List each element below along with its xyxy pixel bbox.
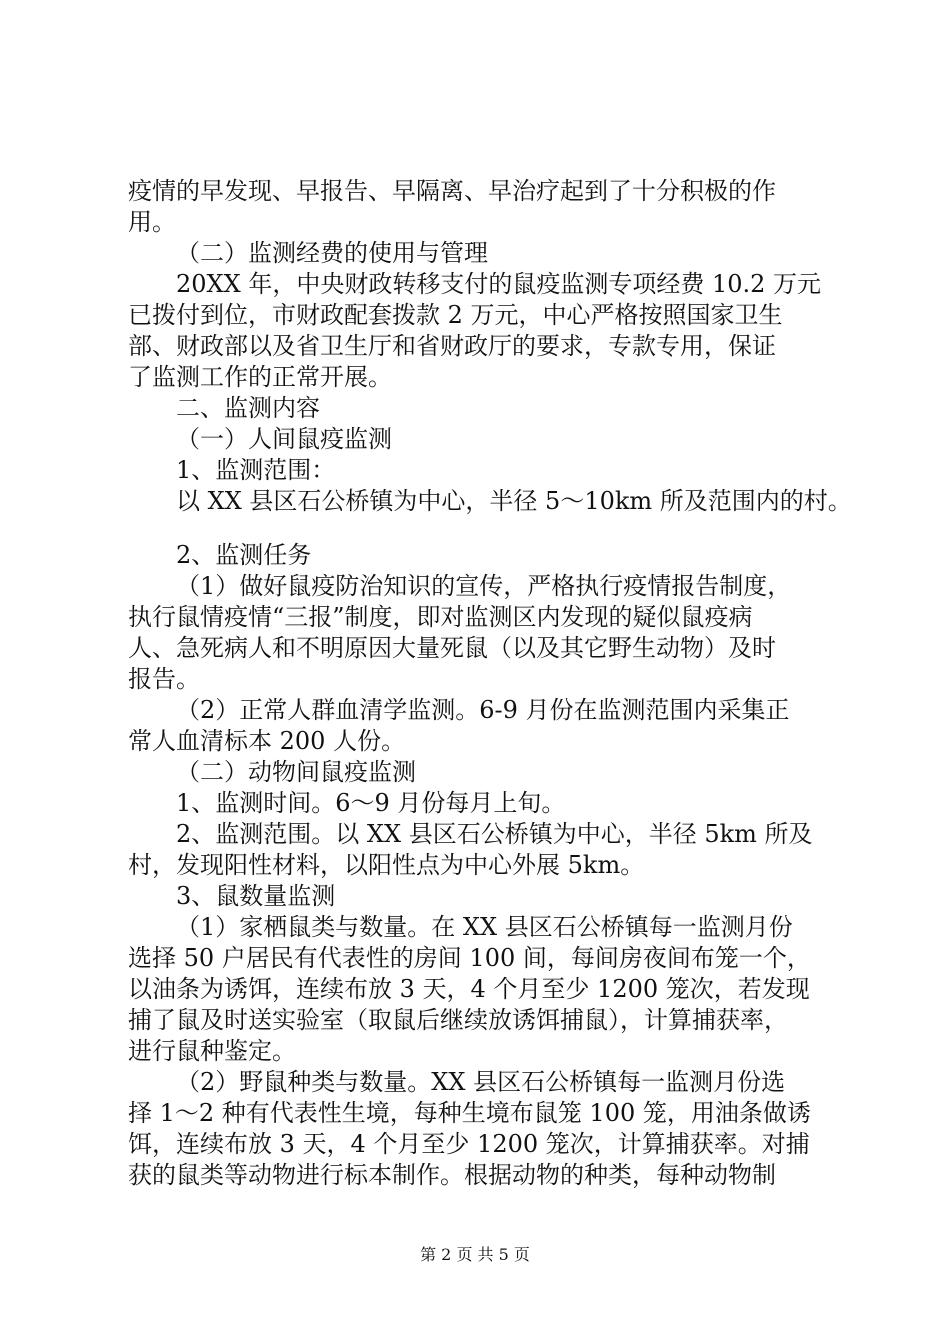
page-indicator: 第 2 页 共 5 页 [420,1245,530,1264]
paragraph-line: 报告。 [128,665,200,693]
paragraph-line: 以 XX 县区石公桥镇为中心，半径 5～10km 所及范围内的村。 [176,487,852,515]
paragraph-line: 了监测工作的正常开展。 [128,363,392,391]
paragraph-line: 以油条为诱饵，连续布放 3 天，4 个月至少 1200 笼次，若发现 [128,975,810,1003]
section-heading: （二）动物间鼠疫监测 [176,758,416,786]
paragraph-line: 已拨付到位，市财政配套拨款 2 万元，中心严格按照国家卫生 [128,301,783,329]
section-heading: （一）人间鼠疫监测 [176,425,392,453]
paragraph-line: 1、监测时间。6～9 月份每月上旬。 [176,789,566,817]
paragraph-line: 人、急死病人和不明原因大量死鼠（以及其它野生动物）及时 [128,634,776,662]
paragraph-line: 捕了鼠及时送实验室（取鼠后继续放诱饵捕鼠），计算捕获率， [128,1006,788,1034]
paragraph-line: 部、财政部以及省卫生厅和省财政厅的要求，专款专用，保证 [128,332,776,360]
paragraph-line: 村，发现阳性材料，以阳性点为中心外展 5km。 [128,851,645,879]
paragraph-line: 常人血清标本 200 人份。 [128,727,406,755]
paragraph-line: （1）做好鼠疫防治知识的宣传，严格执行疫情报告制度， [176,572,792,600]
section-heading: 1、监测范围： [176,456,336,484]
paragraph-line: 疫情的早发现、早报告、早隔离、早治疗起到了十分积极的作 [128,177,776,205]
paragraph-line: 饵，连续布放 3 天，4 个月至少 1200 笼次，计算捕获率。对捕 [128,1130,810,1158]
paragraph-line: 进行鼠种鉴定。 [128,1037,296,1065]
paragraph-line: （2）正常人群血清学监测。6-9 月份在监测范围内采集正 [176,696,790,724]
paragraph-line: 20XX 年，中央财政转移支付的鼠疫监测专项经费 10.2 万元 [176,270,822,298]
paragraph-line: 选择 50 户居民有代表性的房间 100 间，每间房夜间布笼一个， [128,944,811,972]
section-heading: （二）监测经费的使用与管理 [176,239,488,267]
section-heading: 3、鼠数量监测 [176,882,336,910]
paragraph-line: 择 1～2 种有代表性生境，每种生境布鼠笼 100 笼，用油条做诱 [128,1099,811,1127]
paragraph-line: 2、监测范围。以 XX 县区石公桥镇为中心，半径 5km 所及 [176,820,813,848]
paragraph-line: （2）野鼠种类与数量。XX 县区石公桥镇每一监测月份选 [176,1068,786,1096]
paragraph-line: 获的鼠类等动物进行标本制作。根据动物的种类，每种动物制 [128,1161,776,1189]
paragraph-line: 执行鼠情疫情“三报”制度，即对监测区内发现的疑似鼠疫病 [128,603,753,631]
section-heading: 2、监测任务 [176,541,312,569]
section-heading: 二、监测内容 [176,394,320,422]
paragraph-line: （1）家栖鼠类与数量。在 XX 县区石公桥镇每一监测月份 [176,913,793,941]
paragraph-line: 用。 [128,208,176,236]
